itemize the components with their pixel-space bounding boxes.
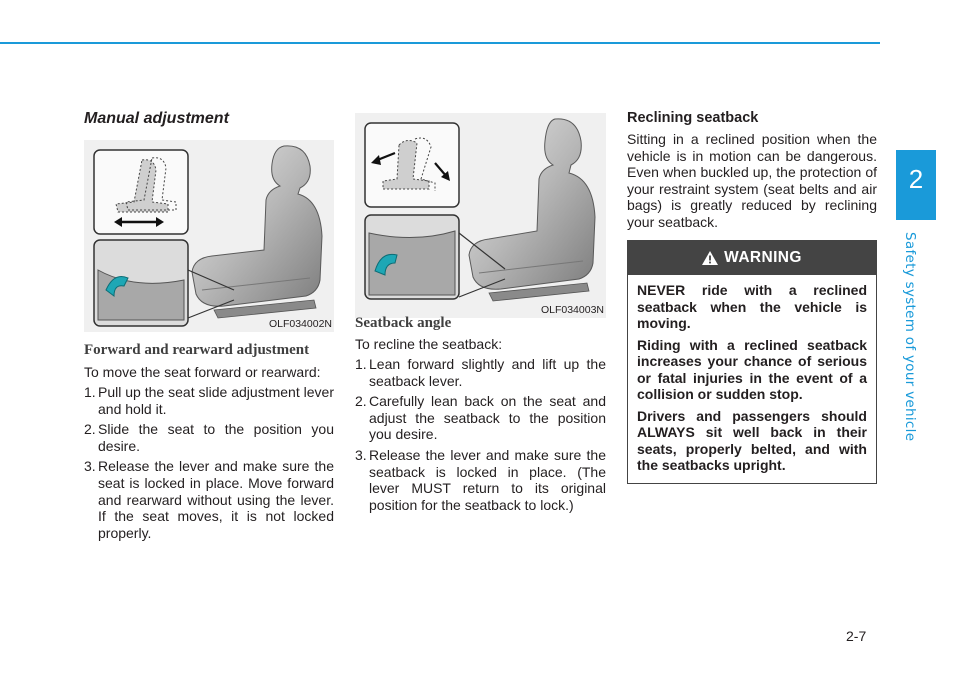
- forward-rearward-intro: To move the seat forward or rearward:: [84, 364, 321, 380]
- seat-slide-figure: [84, 140, 334, 332]
- seatback-angle-steps: [355, 356, 606, 517]
- chapter-title: Safety system of your vehicle: [902, 232, 918, 442]
- warning-paragraph: NEVER ride with a reclined seatback when the vehicle is moving.: [637, 282, 867, 331]
- warning-title: WARNING: [724, 249, 802, 266]
- seatback-recline-figure: [355, 113, 606, 318]
- reclining-seatback-body: Sitting in a reclined position when the vehicle is in motion can be dangerous. Even when buckled up, the protection of your restraint system (seat belts and air bags) is greatly reduced by reclining your seatback.: [627, 131, 877, 230]
- page-number: 2-7: [846, 628, 867, 644]
- figure-code: OLF034002N: [268, 318, 332, 330]
- forward-rearward-steps: [84, 384, 334, 545]
- seatback-angle-heading: Seatback angle: [355, 315, 452, 331]
- list-item: 3. Release the lever and make sure the seat is locked in place. Move forward and rearward without using the lever. If the seat moves, it is not locked properly.: [84, 458, 334, 541]
- chapter-number: 2: [908, 164, 924, 194]
- list-item: 3. Release the lever and make sure the seatback is locked in place. (The lever MUST return to its original position for the seatback to lock.): [355, 446, 606, 513]
- forward-rearward-heading: Forward and rearward adjustment: [84, 342, 310, 358]
- warning-triangle-icon: [702, 251, 718, 265]
- warning-header: [628, 241, 876, 275]
- list-item: 2. Slide the seat to the position you desire.: [84, 421, 334, 454]
- warning-box: [627, 240, 877, 484]
- seat-slide-illustration: [84, 140, 334, 332]
- seatback-recline-illustration: [355, 113, 606, 318]
- list-item: 1. Lean forward slightly and lift up the seatback lever.: [355, 356, 606, 389]
- warning-paragraph: Riding with a reclined seatback increases your chance of serious or fatal injuries in the event of a collision or sudden stop.: [637, 336, 867, 402]
- warning-paragraph: Drivers and passengers should ALWAYS sit well back in their seats, properly belted, and with the seatbacks upright.: [637, 407, 867, 473]
- top-rule: [0, 42, 880, 44]
- reclining-seatback-heading: Reclining seatback: [627, 110, 759, 126]
- figure-code: OLF034003N: [540, 304, 604, 316]
- list-item: 1. Pull up the seat slide adjustment lever and hold it.: [84, 384, 334, 417]
- section-title: Manual adjustment: [84, 110, 229, 127]
- seatback-angle-intro: To recline the seatback:: [355, 336, 503, 352]
- warning-body: [628, 275, 876, 474]
- list-item: 2. Carefully lean back on the seat and adjust the seatback to the position you desire.: [355, 393, 606, 443]
